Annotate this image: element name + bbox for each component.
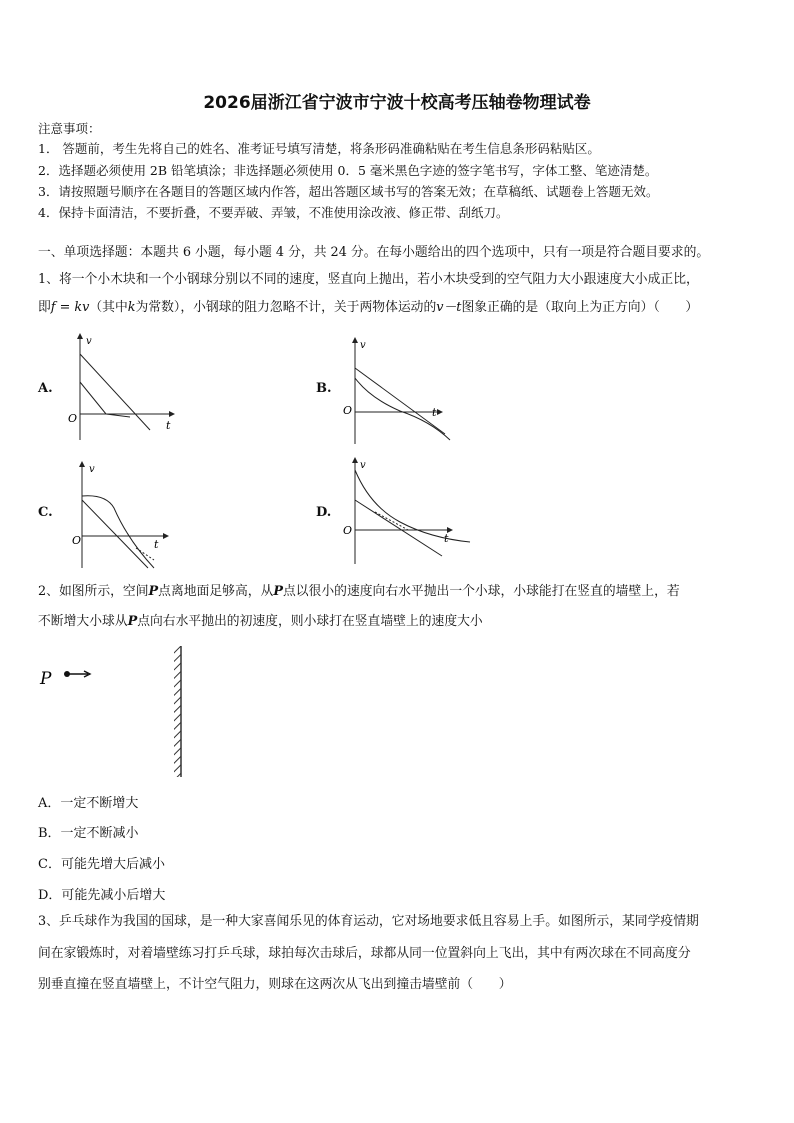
q3-line1: 3、乒乓球作为我国的国球，是一种大家喜闻乐见的体育运动，它对场地要求低且容易上手。如图所示，某同学疫情期 <box>38 914 699 929</box>
notice-item: 2．选择题必须使用 2B 铅笔填涂；非选择题必须使用 0．5 毫米黑色字迹的签字笔书写，字体工整、笔迹清楚。 <box>38 163 658 178</box>
notice-item: 4．保持卡面清洁，不要折叠，不要弄破、弄皱，不准使用涂改液、修正带、刮纸刀。 <box>38 205 509 220</box>
q2-figure <box>38 644 198 779</box>
t-axis-label: t <box>166 419 171 432</box>
q2-line1: 2、如图所示，空间P点离地面足够高，从P点以很小的速度向右水平抛出一个小球，小球能打在竖直的墙壁上，若 <box>38 584 680 599</box>
option-d-label: D. <box>316 505 332 520</box>
v-axis-label: v <box>360 460 366 471</box>
option-c-label: C. <box>38 505 53 520</box>
option-b-label: B. <box>316 381 332 396</box>
q2-option-c: C．可能先增大后减小 <box>38 857 165 872</box>
origin-label: O <box>72 534 82 547</box>
v-axis-label: v <box>360 340 366 351</box>
q2-option-a: A．一定不断增大 <box>38 796 139 811</box>
wall-icon <box>174 646 181 777</box>
point-p-label: P <box>40 669 52 689</box>
q1-formula: f = kv <box>50 300 90 315</box>
t-axis-label: t <box>432 406 437 419</box>
notice-item: 1． 答题前，考生先将自己的姓名、准考证号填写清楚，将条形码准确粘贴在考生信息条形码粘贴区。 <box>38 141 600 156</box>
q2-option-d: D．可能先减小后增大 <box>38 888 166 903</box>
q2-option-b: B．一定不断减小 <box>38 826 139 841</box>
section-heading: 一、单项选择题：本题共 6 小题，每小题 4 分，共 24 分。在每小题给出的四个选项中，只有一项是符合题目要求的。 <box>38 245 710 260</box>
q3-line2: 间在家锻炼时，对着墙壁练习打乒乓球，球拍每次击球后，球都从同一位置斜向上飞出，其中有两次球在不同高度分 <box>38 946 691 961</box>
t-axis-label: t <box>154 538 159 551</box>
q2-line2: 不断增大小球从P点向右水平抛出的初速度，则小球打在竖直墙壁上的速度大小 <box>38 614 483 629</box>
vt-graph-a <box>60 332 180 444</box>
page-title: 2026届浙江省宁波市宁波十校高考压轴卷物理试卷 <box>203 93 591 113</box>
q3-line3: 别垂直撞在竖直墙壁上，不计空气阻力，则球在这两次从飞出到撞击墙壁前（ ） <box>38 977 512 992</box>
vt-graph-b <box>340 336 460 448</box>
origin-label: O <box>343 524 353 537</box>
notice-heading: 注意事项： <box>38 121 101 136</box>
q1-line1: 1、将一个小木块和一个小钢球分别以不同的速度，竖直向上抛出，若小木块受到的空气阻力大小跟速度大小成正比， <box>38 272 699 287</box>
vt-graph-c <box>66 460 176 572</box>
vt-graph-d <box>340 456 475 568</box>
q1-line2: 即f = kv（其中k为常数），小钢球的阻力忽略不计，关于两物体运动的v－t图象正确的是（取向上为正方向）（ ） <box>38 300 699 315</box>
origin-label: O <box>343 404 353 417</box>
t-axis-label: t <box>444 532 449 545</box>
v-axis-label: v <box>89 464 95 475</box>
origin-label: O <box>68 412 78 425</box>
option-a-label: A. <box>38 381 53 396</box>
v-axis-label: v <box>86 336 92 347</box>
notice-item: 3．请按照题号顺序在各题目的答题区域内作答，超出答题区域书写的答案无效；在草稿纸、试题卷上答题无效。 <box>38 184 659 199</box>
